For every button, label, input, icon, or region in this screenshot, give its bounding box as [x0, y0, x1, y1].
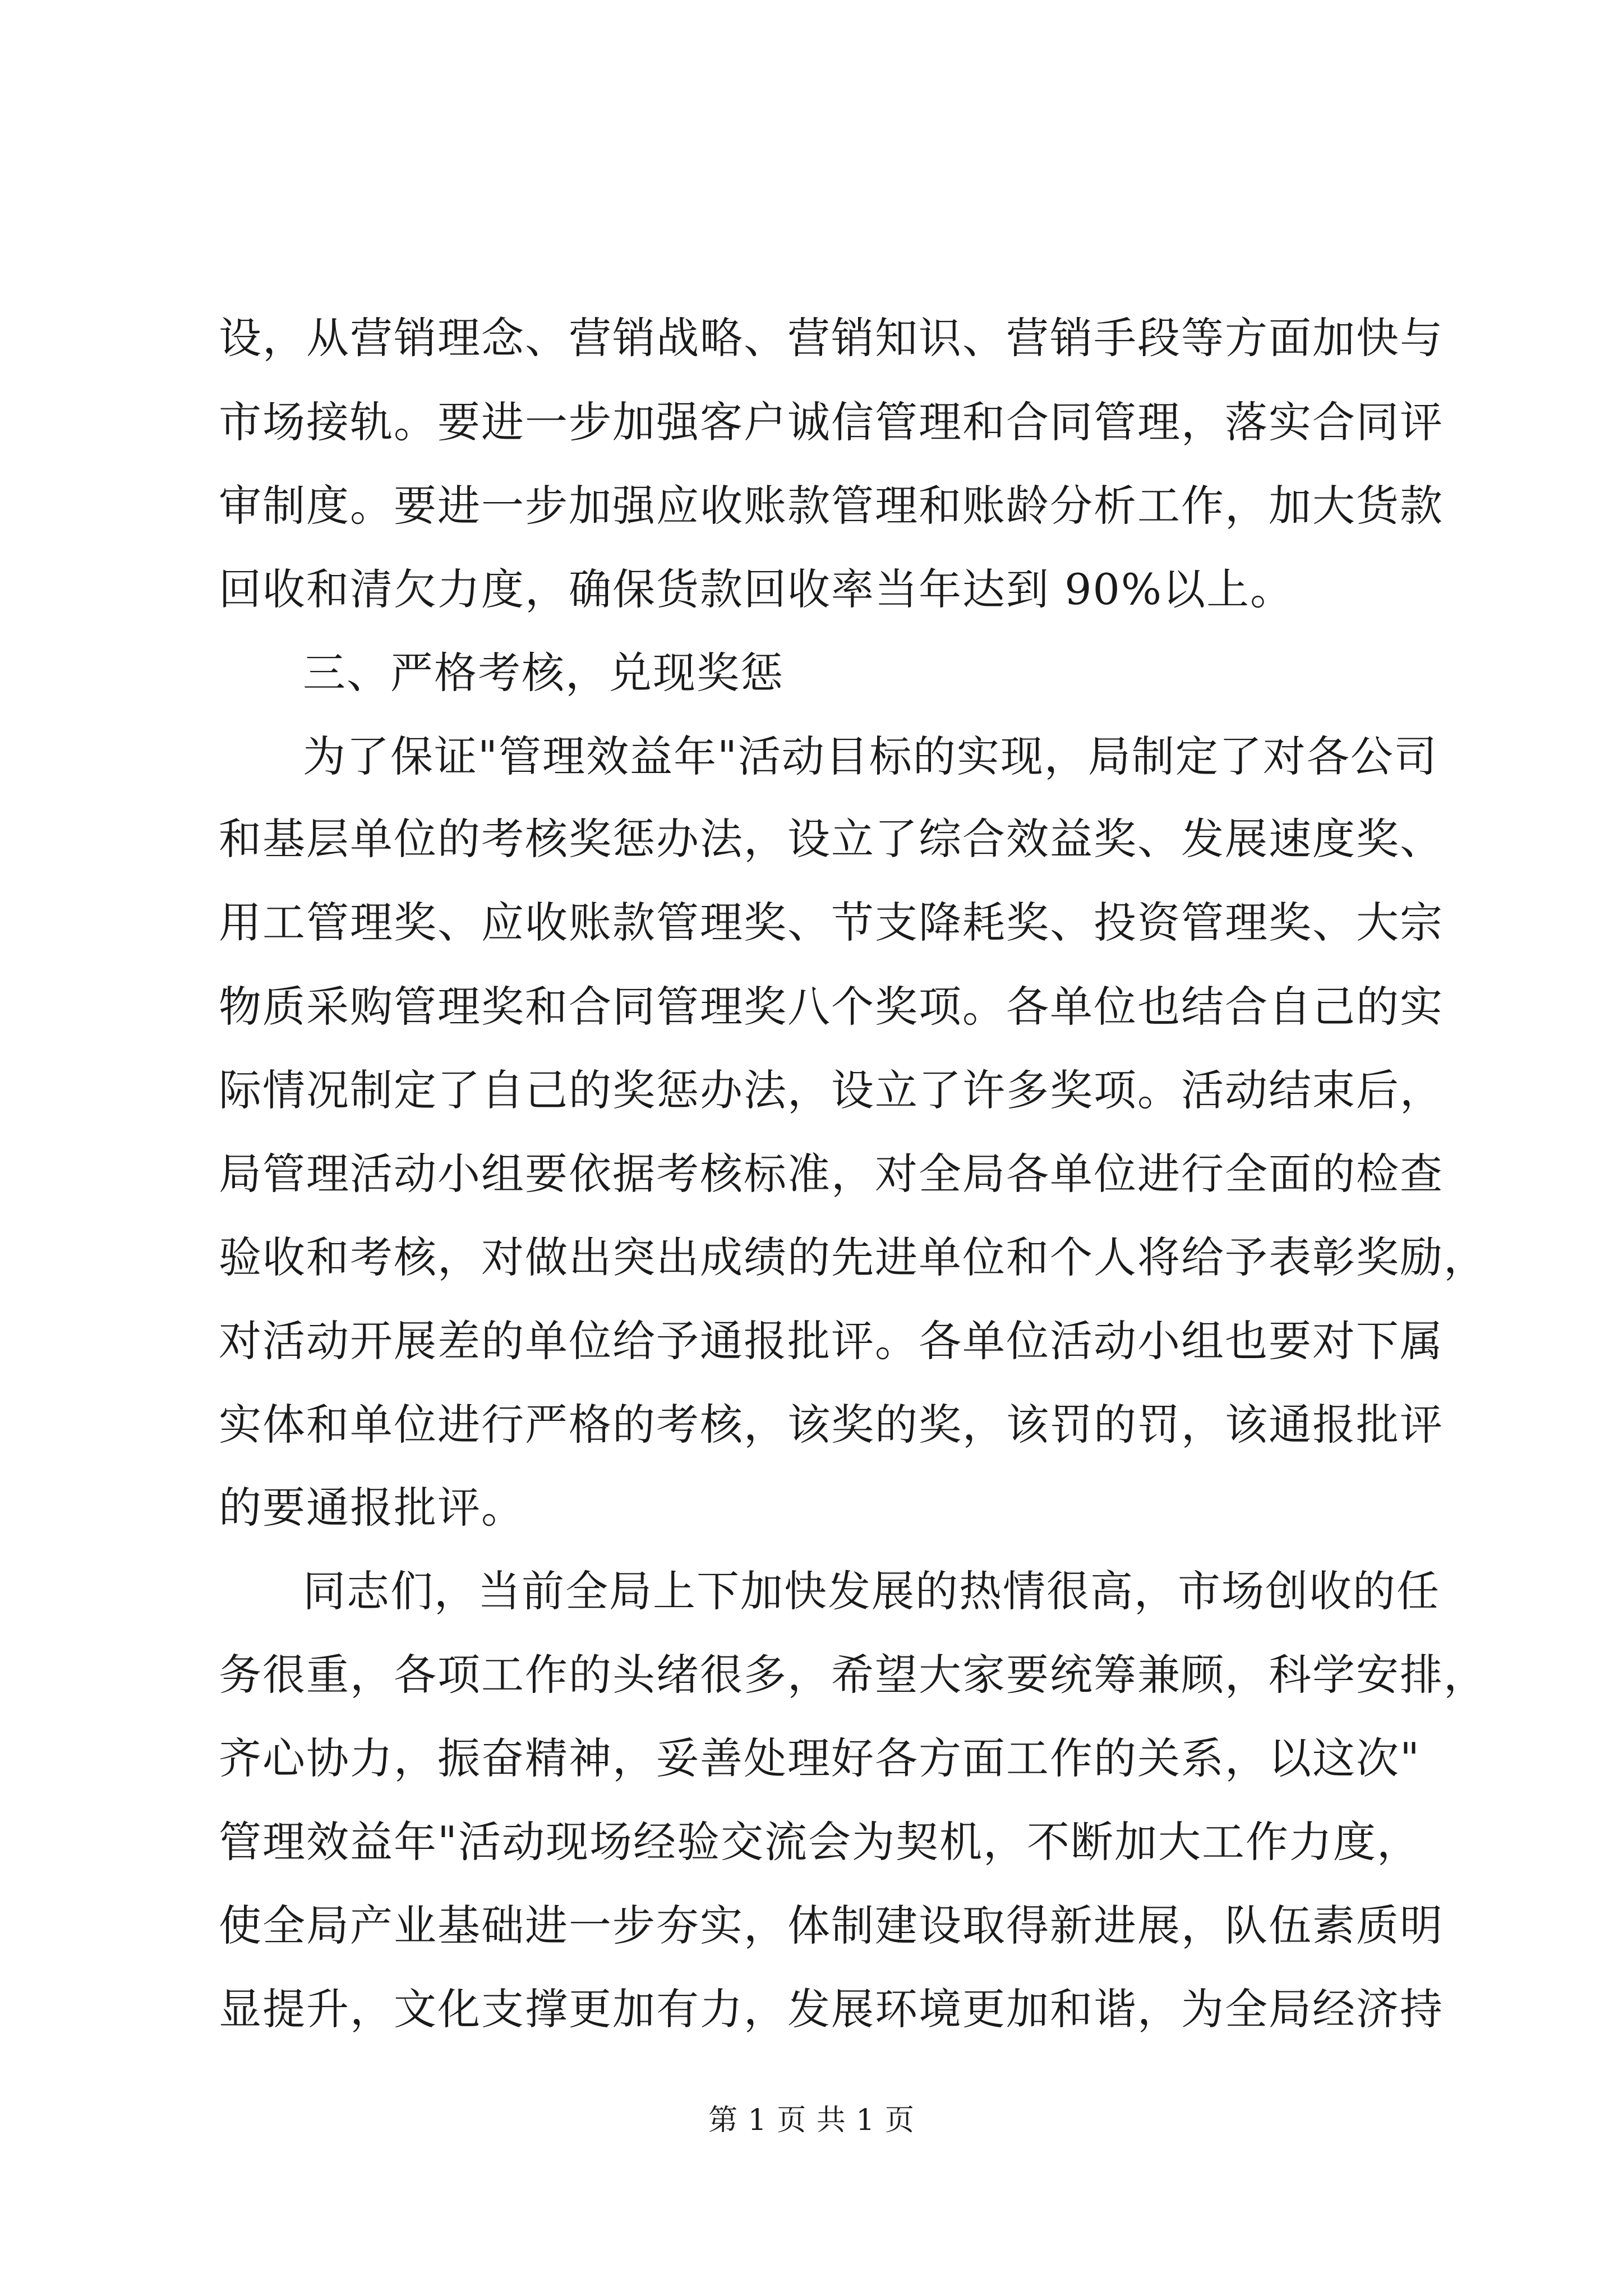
text-line: 审制度。要进一步加强应收账款管理和账龄分析工作，加大货款: [219, 481, 1444, 531]
text-line: 物质采购管理奖和合同管理奖八个奖项。各单位也结合自己的实: [219, 982, 1444, 1032]
text-line: 市场接轨。要进一步加强客户诚信管理和合同管理，落实合同评: [219, 397, 1444, 447]
text-line: 回收和清欠力度，确保货款回收率当年达到 90%以上。: [219, 564, 1294, 614]
text-line: 设，从营销理念、营销战略、营销知识、营销手段等方面加快与: [219, 313, 1444, 363]
page-number-footer: 第 1 页 共 1 页: [708, 2104, 915, 2137]
text-line: 验收和考核，对做出突出成绩的先进单位和个人将给予表彰奖励，: [219, 1232, 1487, 1282]
text-line: 同志们，当前全局上下加快发展的热情很高，市场创收的任: [303, 1566, 1440, 1616]
text-line: 使全局产业基础进一步夯实，体制建设取得新进展，队伍素质明: [219, 1901, 1444, 1950]
text-line: 为了保证"管理效益年"活动目标的实现，局制定了对各公司: [303, 731, 1438, 781]
text-line: 和基层单位的考核奖惩办法，设立了综合效益奖、发展速度奖、: [219, 814, 1444, 864]
text-line: 务很重，各项工作的头绪很多，希望大家要统筹兼顾，科学安排，: [219, 1650, 1487, 1700]
text-line: 显提升，文化支撑更加有力，发展环境更加和谐，为全局经济持: [219, 1984, 1444, 2034]
text-line: 实体和单位进行严格的考核，该奖的奖，该罚的罚，该通报批评: [219, 1400, 1444, 1450]
text-line: 用工管理奖、应收账款管理奖、节支降耗奖、投资管理奖、大宗: [219, 898, 1444, 947]
text-line: 齐心协力，振奋精神，妥善处理好各方面工作的关系，以这次": [219, 1733, 1421, 1783]
text-line: 管理效益年"活动现场经验交流会为契机，不断加大工作力度，: [219, 1817, 1421, 1867]
text-line: 对活动开展差的单位给予通报批评。各单位活动小组也要对下属: [219, 1316, 1444, 1366]
text-line: 的要通报批评。: [219, 1483, 525, 1533]
section-heading: 三、严格考核，兑现奖惩: [303, 648, 784, 698]
text-line: 局管理活动小组要依据考核标准，对全局各单位进行全面的检查: [219, 1149, 1444, 1199]
text-line: 际情况制定了自己的奖惩办法，设立了许多奖项。活动结束后，: [219, 1065, 1444, 1115]
